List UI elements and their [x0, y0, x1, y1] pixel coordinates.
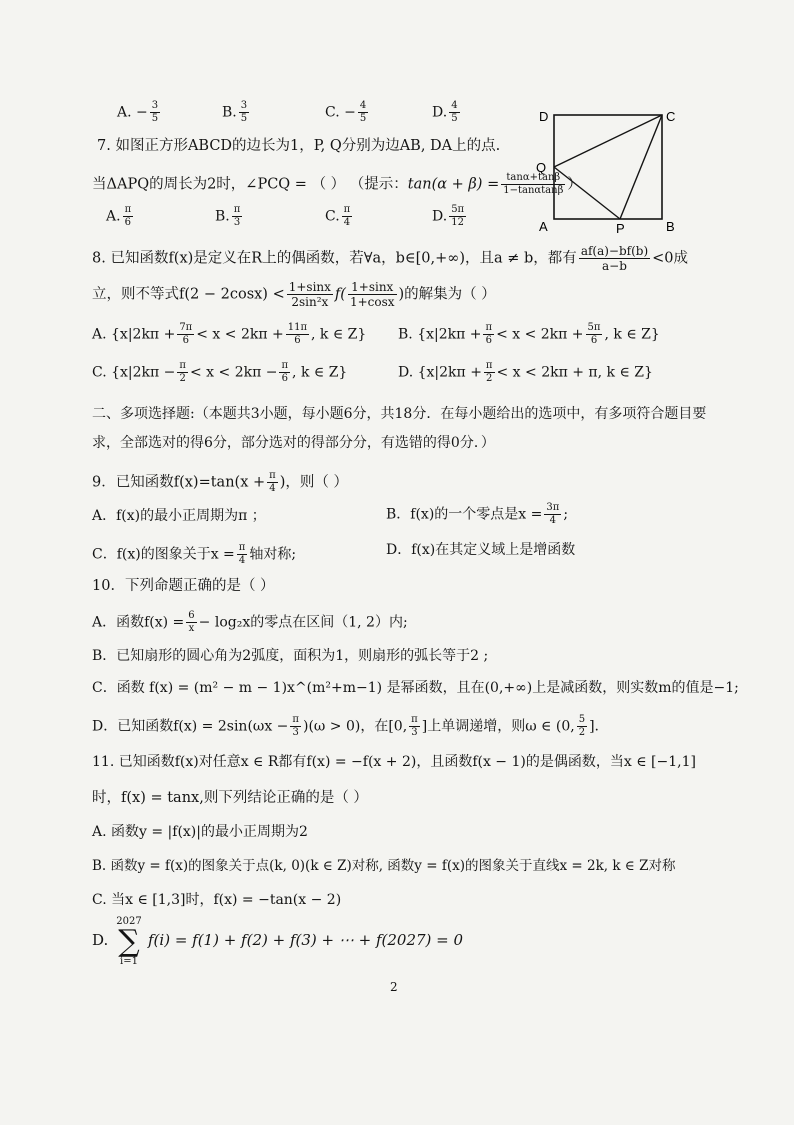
q11-option-c: C. 当x ∈ [1,3]时，f(x) = −tan(x − 2) — [92, 892, 342, 908]
q10-option-d: D．已知函数f(x) = 2sin(ωx − $\frac{\pi}{3}$ )(ω > 0)，在[0, $\frac{\pi}{3}$ ]上单调递增，则ω ∈ (0, $\frac{5}{2}$ ]. — [92, 714, 599, 738]
q6-option-b: B. $\frac{3}{5}$ — [222, 100, 248, 124]
q7-stem-line1: 7. 如图正方形ABCD的边长为1，P, Q分别为边AB, DA上的点. — [97, 138, 501, 154]
summation-lower-limit: i=1 — [120, 956, 138, 967]
q8-stem-line2: 立，则不等式f(2 − 2cosx) < $\frac{1+\sin x}{\text{2sin²x}}$ f( $\frac{1+\sin x}{1+\cos x}$ )的解集为（ ） — [92, 280, 496, 309]
q9-option-b: B．f(x)的一个零点是x = $\frac{3\pi}{4}$ ; — [386, 502, 569, 526]
q10-option-b: B．已知扇形的圆心角为2弧度，面积为1，则扇形的弧长等于2 ; — [92, 648, 489, 664]
q7-option-a: A. $\frac{\pi}{6}$ — [106, 204, 132, 228]
q6-option-a: A. − $\frac{3}{5}$ — [117, 100, 159, 124]
segment-cq — [554, 115, 662, 167]
label-b: B — [666, 219, 675, 234]
q9-option-d: D．f(x)在其定义域上是增函数 — [386, 542, 576, 558]
q11-option-d-expression: f(i) = f(1) + f(2) + f(3) + ⋯ + f(2027) = 0 — [148, 931, 464, 949]
q11-stem-line1: 11. 已知函数f(x)对任意x ∈ R都有f(x) = −f(x + 2)，且函数f(x − 1)的是偶函数，当x ∈ [−1,1] — [92, 754, 696, 770]
summation-upper-limit: 2027 — [116, 916, 142, 927]
q8-option-c: C. {x|2kπ − $\frac{\pi}{2}$ < x < 2kπ − $\frac{\pi}{6}$ , k ∈ Z} — [92, 360, 348, 384]
square-figure — [530, 105, 690, 235]
label-q: Q — [536, 160, 547, 175]
q7-option-b: B. $\frac{\pi}{3}$ — [215, 204, 241, 228]
q9-stem: 9．已知函数f(x)=tan(x + $\frac{\pi}{4}$ )，则（ ） — [92, 470, 348, 494]
q10-option-c: C．函数 f(x) = (m² − m − 1)x^(m²+m−1) 是幂函数，且在(0,+∞)上是减函数，则实数m的值是−1; — [92, 680, 739, 696]
q8-option-d: D. {x|2kπ + $\frac{\pi}{2}$ < x < 2kπ + π, k ∈ Z} — [398, 360, 653, 384]
q11-stem-line2: 时，f(x) = tanx,则下列结论正确的是（ ） — [92, 790, 368, 806]
sigma-icon: ∑ — [118, 924, 140, 959]
q8-stem-line1: 8. 已知函数f(x)是定义在R上的偶函数，若∀a，b∈[0,+∞)，且a ≠ b，都有 $\frac{af(a)-bf(b)}{a-b}$ <0成 — [92, 244, 689, 273]
q6-option-d: D. $\frac{4}{5}$ — [432, 100, 458, 124]
label-c: C — [666, 109, 676, 124]
section2-heading-line1: 二、多项选择题:（本题共3小题，每小题6分，共18分．在每小题给出的选项中，有多项符合题目要 — [92, 406, 707, 422]
q8-option-b: B. {x|2kπ + $\frac{\pi}{6}$ < x < 2kπ + $\frac{5\pi}{6}$ , k ∈ Z} — [398, 322, 660, 346]
q8-option-a: A. {x|2kπ + $\frac{7\pi}{6}$ < x < 2kπ + $\frac{11\pi}{6}$ , k ∈ Z} — [92, 322, 367, 346]
q6-option-c: C. − $\frac{4}{5}$ — [325, 100, 367, 124]
segment-cp — [620, 115, 662, 219]
square-abcd — [554, 115, 662, 219]
section2-heading-line2: 求，全部选对的得6分，部分选对的得部分分，有选错的得0分．） — [92, 435, 495, 451]
q9-option-c: C．f(x)的图象关于x = $\frac{\pi}{4}$ 轴对称; — [92, 542, 297, 566]
segment-qp — [554, 167, 620, 219]
label-a: A — [539, 219, 548, 234]
label-d: D — [539, 109, 549, 124]
q11-option-d-label: D. — [92, 931, 109, 949]
q10-option-a: A．函数f(x) = $\frac{6}{x}$ − log₂x的零点在区间（1, 2）内; — [92, 610, 408, 634]
q11-option-a: A. 函数y = |f(x)|的最小正周期为2 — [92, 824, 308, 840]
q10-stem: 10．下列命题正确的是（ ） — [92, 578, 275, 594]
summation-symbol — [112, 916, 146, 968]
q9-option-a: A．f(x)的最小正周期为π ； — [92, 508, 266, 524]
q7-option-c: C. $\frac{\pi}{4}$ — [325, 204, 351, 228]
q11-option-b: B. 函数y = f(x)的图象关于点(k, 0)(k ∈ Z)对称, 函数y = f(x)的图象关于直线x = 2k, k ∈ Z对称 — [92, 858, 676, 874]
q7-option-d: D. $\frac{5\pi}{12}$ — [432, 204, 465, 228]
label-p: P — [616, 221, 625, 235]
q7-stem-line2: 当ΔAPQ的周长为2时，∠PCQ = （ ） （提示：tan(α + β) = $\frac{\tan\alpha+\tan\beta}{1-\tan\alpha\tan\beta}$ ） — [92, 172, 582, 196]
page-number: 2 — [390, 980, 398, 994]
